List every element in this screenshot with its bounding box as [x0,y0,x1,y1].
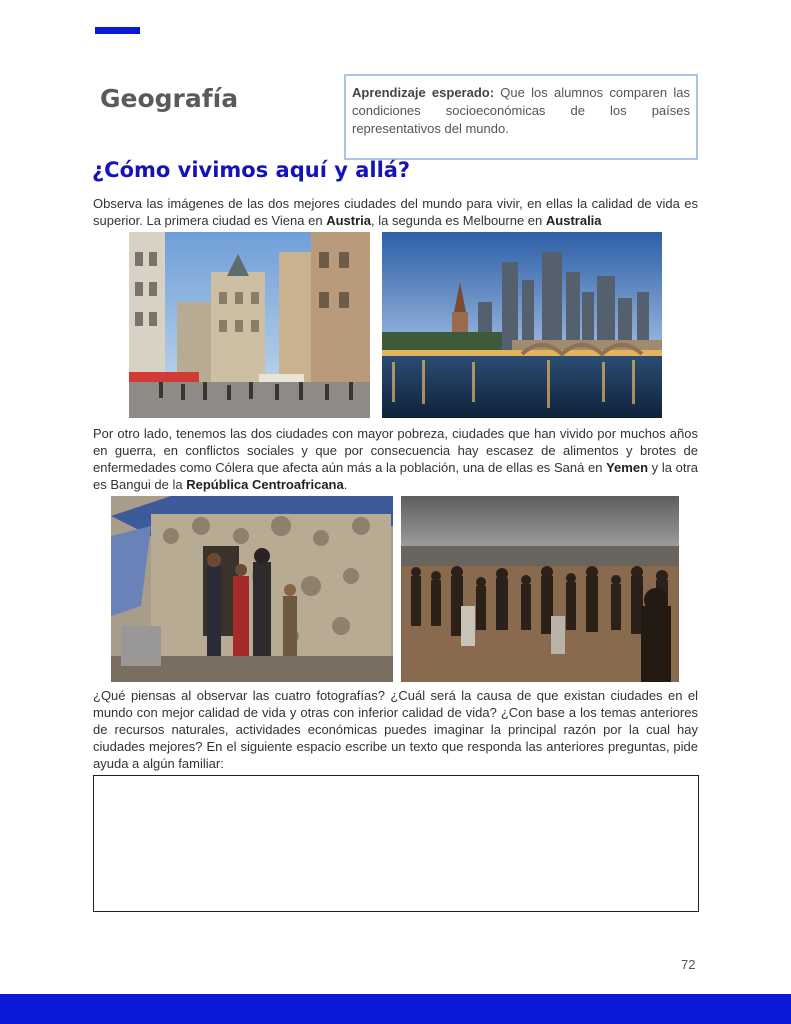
contrast-paragraph: Por otro lado, tenemos las dos ciudades con mayor pobreza, ciudades que han vivido por muchos años en guerra, en conflictos sociales y que por consecuencia hay escasez de alimentos y brotes de enfermedades como Cólera que afecta aún más a la población, una de ellas es Saná en Yemen y la otra es Bangui de la República Centroafricana. [93,426,699,492]
photo-sanaa [111,496,393,682]
photo-melbourne [382,232,662,418]
intro-paragraph: Observa las imágenes de las dos mejores ciudades del mundo para vivir, en ellas la calidad de vida es superior. La primera ciudad es Viena en Austria, la segunda es Melbourne en Australia [93,196,698,228]
objective-text: Que los alumnos comparen las condiciones socioeconómicas de los países representativos del mundo. [352,85,690,136]
objective-label: Aprendizaje esperado: [352,85,495,100]
page-number: 72 [681,957,696,972]
country-australia: Australia [545,213,602,228]
answer-writing-box[interactable] [93,775,699,912]
photo-vienna [129,232,370,418]
questions-paragraph: ¿Qué piensas al observar las cuatro fotografías? ¿Cuál será la causa de que existan ciudades en el mundo con mejor calidad de vida y otras con inferior calidad de vida? ¿Con base a los temas anteriores de recursos naturales, actividades económicas puedes imaginar la principal razón por la cual hay ciudades mejores? En el siguiente espacio escribe un texto que responda las anteriores preguntas, pide ayuda a algún familiar: [93,688,698,771]
photo-bangui [401,496,679,682]
subject-title: Geografía [100,84,239,113]
learning-objective-box [344,74,698,160]
country-central-african-republic: República Centroafricana [186,477,344,492]
country-yemen: Yemen [606,460,649,475]
top-accent-bar [95,27,140,34]
bottom-accent-bar [0,994,791,1024]
section-heading: ¿Cómo vivimos aquí y allá? [92,158,411,182]
country-austria: Austria [326,213,371,228]
